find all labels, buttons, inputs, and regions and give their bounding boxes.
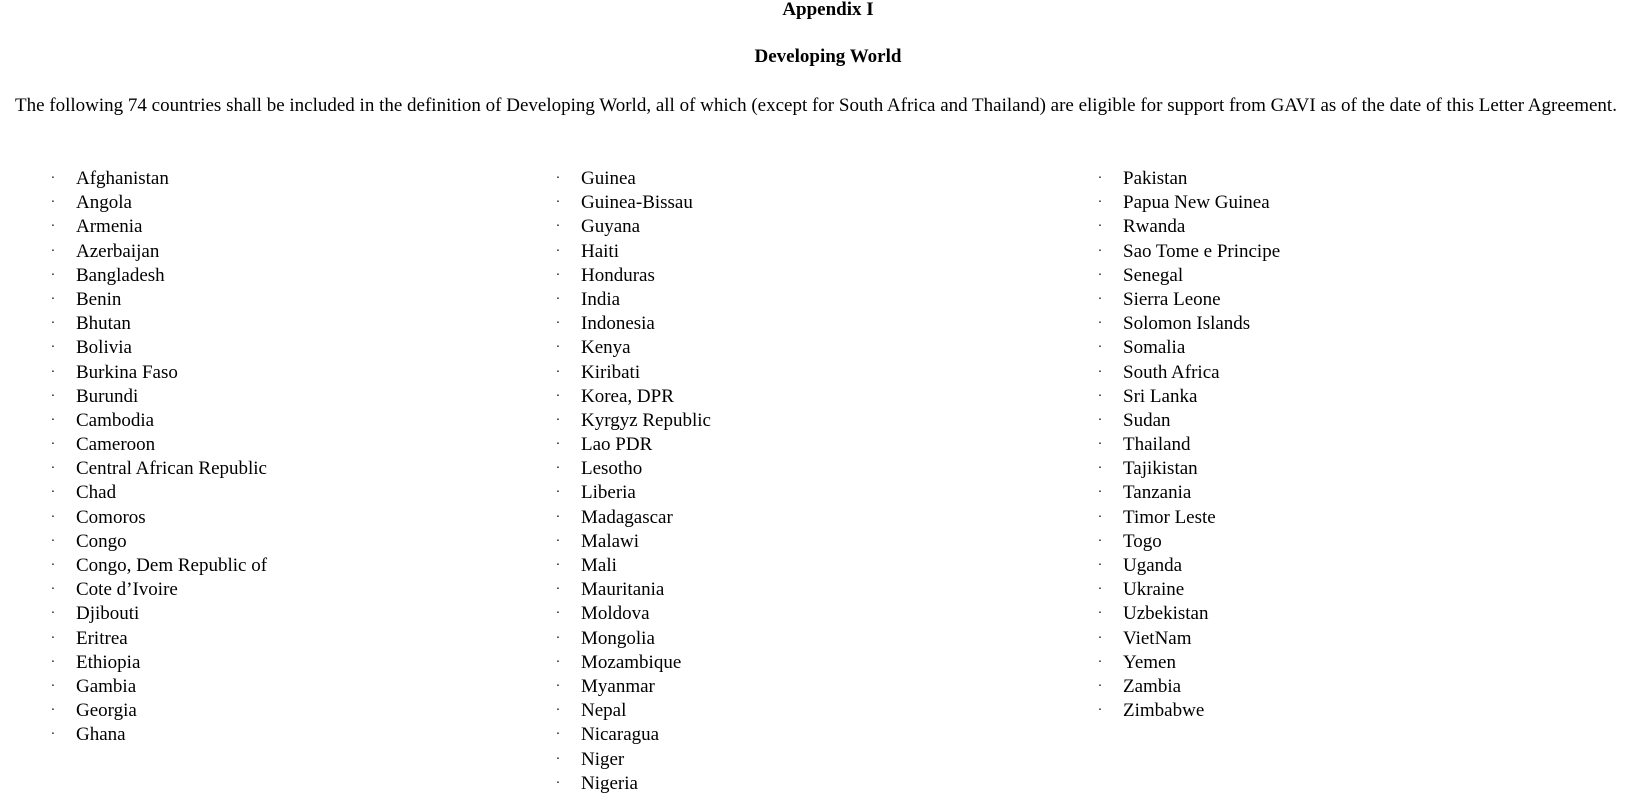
- country-list-item: [48, 578, 267, 602]
- bullet-icon: ·: [555, 775, 561, 791]
- country-list-item: [1095, 288, 1280, 312]
- country-list-item: [553, 167, 711, 191]
- country-name: Lao PDR: [581, 434, 653, 456]
- bullet-icon: ·: [50, 267, 56, 283]
- bullet-icon: ·: [555, 219, 561, 235]
- country-name: Sri Lanka: [1123, 385, 1198, 407]
- country-list-item: [1095, 457, 1280, 481]
- bullet-icon: ·: [1097, 340, 1103, 356]
- bullet-icon: ·: [555, 437, 561, 453]
- country-list-item: [553, 288, 711, 312]
- bullet-icon: ·: [555, 606, 561, 622]
- bullet-icon: ·: [1097, 582, 1103, 598]
- country-list-item: [48, 264, 267, 288]
- bullet-icon: ·: [50, 703, 56, 719]
- country-name: Georgia: [76, 700, 137, 722]
- bullet-icon: ·: [555, 509, 561, 525]
- country-list-item: [553, 409, 711, 433]
- country-list-item: [48, 602, 267, 626]
- country-list-item: [553, 481, 711, 505]
- country-list-column-2: [553, 167, 711, 796]
- bullet-icon: ·: [555, 751, 561, 767]
- bullet-icon: ·: [555, 630, 561, 646]
- country-name: Zimbabwe: [1123, 700, 1205, 722]
- country-name: Mali: [581, 555, 617, 576]
- bullet-icon: ·: [555, 703, 561, 719]
- bullet-icon: ·: [555, 340, 561, 356]
- country-list-item: [553, 554, 711, 578]
- bullet-icon: ·: [1097, 533, 1103, 549]
- country-list-item: [1095, 554, 1280, 578]
- bullet-icon: ·: [1097, 219, 1103, 235]
- country-name: Cameroon: [76, 434, 156, 456]
- bullet-icon: ·: [555, 533, 561, 549]
- country-list-item: [1095, 506, 1280, 530]
- bullet-icon: ·: [1097, 703, 1103, 719]
- bullet-icon: ·: [1097, 243, 1103, 259]
- country-list-item: [48, 167, 267, 191]
- bullet-icon: ·: [50, 654, 56, 670]
- intro-paragraph: The following 74 countries shall be included in the definition of Developing World, all of which (except for South Africa and Thailand) are eligible for support from GAVI as of the date of this Letter Agreement.: [15, 95, 1617, 116]
- country-name: Madagascar: [581, 506, 673, 528]
- country-name: Benin: [76, 288, 122, 310]
- country-name: India: [581, 288, 621, 310]
- country-name: Sudan: [1123, 409, 1171, 431]
- country-list-item: [1095, 578, 1280, 602]
- country-name: Pakistan: [1123, 168, 1188, 189]
- country-list-item: [48, 361, 267, 385]
- country-name: Bangladesh: [76, 264, 165, 286]
- country-list-item: [48, 288, 267, 312]
- country-list-item: [1095, 215, 1280, 239]
- bullet-icon: ·: [1097, 606, 1103, 622]
- country-name: Liberia: [581, 482, 636, 504]
- country-list-item: [1095, 481, 1280, 505]
- country-name: Sao Tome e Principe: [1123, 240, 1281, 262]
- country-list-item: [48, 457, 267, 481]
- country-name: Cote d’Ivoire: [76, 579, 178, 601]
- country-name: Mongolia: [581, 627, 655, 649]
- bullet-icon: ·: [1097, 412, 1103, 428]
- bullet-icon: ·: [50, 509, 56, 525]
- bullet-icon: ·: [555, 485, 561, 501]
- bullet-icon: ·: [1097, 171, 1103, 186]
- bullet-icon: ·: [555, 412, 561, 428]
- country-list-item: [48, 627, 267, 651]
- country-list-item: [48, 723, 267, 747]
- bullet-icon: ·: [555, 267, 561, 283]
- country-name: Indonesia: [581, 313, 655, 335]
- bullet-icon: ·: [50, 316, 56, 332]
- country-name: Guinea-Bissau: [581, 192, 693, 214]
- country-list-item: [553, 457, 711, 481]
- bullet-icon: ·: [1097, 437, 1103, 453]
- bullet-icon: ·: [50, 727, 56, 743]
- country-list-column-3: [1095, 167, 1280, 723]
- country-name: Tajikistan: [1123, 458, 1198, 480]
- country-list-item: [48, 240, 267, 264]
- country-name: Yemen: [1123, 651, 1176, 673]
- bullet-icon: ·: [50, 558, 56, 573]
- country-list-item: [553, 191, 711, 215]
- country-name: Eritrea: [76, 627, 128, 649]
- country-name: Thailand: [1123, 434, 1191, 456]
- bullet-icon: ·: [555, 727, 561, 743]
- country-list-item: [48, 651, 267, 675]
- country-list-item: [1095, 264, 1280, 288]
- country-name: Togo: [1123, 530, 1162, 552]
- country-name: South Africa: [1123, 361, 1220, 383]
- country-list-item: [553, 748, 711, 772]
- country-list-item: [1095, 312, 1280, 336]
- country-name: Niger: [581, 748, 625, 770]
- bullet-icon: ·: [1097, 267, 1103, 283]
- bullet-icon: ·: [555, 461, 561, 477]
- country-name: Ethiopia: [76, 651, 141, 673]
- country-name: Mozambique: [581, 651, 682, 673]
- country-list-item: [1095, 240, 1280, 264]
- bullet-icon: ·: [1097, 509, 1103, 525]
- country-name: Nigeria: [581, 772, 638, 794]
- country-name: Rwanda: [1123, 216, 1186, 238]
- country-name: Uzbekistan: [1123, 603, 1209, 625]
- bullet-icon: ·: [555, 654, 561, 670]
- country-list-item: [1095, 385, 1280, 409]
- country-name: Somalia: [1123, 337, 1186, 359]
- country-list-item: [48, 336, 267, 360]
- bullet-icon: ·: [50, 171, 56, 186]
- country-name: Congo, Dem Republic of: [76, 555, 268, 576]
- country-name: Bolivia: [76, 337, 132, 359]
- bullet-icon: ·: [1097, 654, 1103, 670]
- country-name: Honduras: [581, 264, 655, 286]
- country-name: Korea, DPR: [581, 385, 674, 407]
- bullet-icon: ·: [555, 171, 561, 186]
- country-name: Djibouti: [76, 603, 140, 625]
- country-name: Bhutan: [76, 313, 131, 335]
- country-name: Ukraine: [1123, 579, 1185, 601]
- country-list-item: [1095, 409, 1280, 433]
- country-name: Angola: [76, 192, 132, 214]
- country-name: Comoros: [76, 506, 146, 528]
- country-list-item: [553, 506, 711, 530]
- country-list-item: [1095, 699, 1280, 723]
- country-list-item: [48, 312, 267, 336]
- country-list-item: [553, 627, 711, 651]
- country-name: Senegal: [1123, 264, 1184, 286]
- country-name: Mauritania: [581, 579, 665, 601]
- bullet-icon: ·: [1097, 291, 1103, 307]
- bullet-icon: ·: [1097, 316, 1103, 332]
- bullet-icon: ·: [1097, 558, 1103, 573]
- country-name: Solomon Islands: [1123, 313, 1251, 335]
- country-name: Zambia: [1123, 675, 1182, 697]
- country-name: Ghana: [76, 724, 126, 746]
- country-name: Uganda: [1123, 555, 1183, 576]
- country-name: Moldova: [581, 603, 650, 625]
- country-list-item: [48, 530, 267, 554]
- bullet-icon: ·: [50, 533, 56, 549]
- country-list-item: [1095, 336, 1280, 360]
- bullet-icon: ·: [50, 485, 56, 501]
- bullet-icon: ·: [50, 340, 56, 356]
- section-subtitle: Developing World: [754, 46, 902, 67]
- bullet-icon: ·: [555, 243, 561, 259]
- country-list-item: [553, 675, 711, 699]
- country-list-item: [1095, 651, 1280, 675]
- bullet-icon: ·: [1097, 195, 1103, 211]
- country-list-item: [553, 336, 711, 360]
- country-name: Cambodia: [76, 409, 155, 431]
- country-list-item: [553, 699, 711, 723]
- country-list-item: [553, 264, 711, 288]
- country-name: Malawi: [581, 530, 640, 552]
- country-list-item: [48, 481, 267, 505]
- bullet-icon: ·: [555, 316, 561, 332]
- country-list-item: [1095, 433, 1280, 457]
- country-list-item: [1095, 167, 1280, 191]
- bullet-icon: ·: [1097, 485, 1103, 501]
- bullet-icon: ·: [1097, 630, 1103, 646]
- bullet-icon: ·: [50, 195, 56, 211]
- bullet-icon: ·: [555, 388, 561, 404]
- country-list-item: [553, 602, 711, 626]
- country-name: Sierra Leone: [1123, 288, 1221, 310]
- country-name: Myanmar: [581, 675, 655, 697]
- country-list-item: [553, 651, 711, 675]
- country-list-item: [48, 215, 267, 239]
- bullet-icon: ·: [50, 412, 56, 428]
- bullet-icon: ·: [50, 388, 56, 404]
- country-name: Nepal: [581, 700, 627, 722]
- bullet-icon: ·: [555, 195, 561, 211]
- bullet-icon: ·: [50, 243, 56, 259]
- bullet-icon: ·: [555, 364, 561, 380]
- bullet-icon: ·: [50, 606, 56, 622]
- bullet-icon: ·: [1097, 388, 1103, 404]
- country-name: VietNam: [1123, 627, 1192, 649]
- country-list-item: [48, 675, 267, 699]
- country-list-item: [48, 699, 267, 723]
- bullet-icon: ·: [555, 678, 561, 694]
- country-list-item: [1095, 675, 1280, 699]
- country-list-item: [48, 409, 267, 433]
- country-name: Kiribati: [581, 361, 641, 383]
- country-name: Papua New Guinea: [1123, 192, 1270, 214]
- appendix-title: Appendix I: [782, 0, 874, 20]
- country-name: Nicaragua: [581, 724, 660, 746]
- country-list-item: [553, 723, 711, 747]
- country-list-item: [553, 772, 711, 796]
- country-list-item: [48, 506, 267, 530]
- country-name: Kenya: [581, 337, 631, 359]
- bullet-icon: ·: [1097, 678, 1103, 694]
- country-name: Armenia: [76, 216, 143, 238]
- country-list-item: [553, 530, 711, 554]
- country-name: Chad: [76, 482, 117, 504]
- country-list-item: [48, 191, 267, 215]
- bullet-icon: ·: [555, 291, 561, 307]
- country-name: Congo: [76, 530, 127, 552]
- country-list-item: [553, 385, 711, 409]
- country-list-item: [553, 361, 711, 385]
- country-name: Afghanistan: [76, 168, 169, 189]
- country-name: Burkina Faso: [76, 361, 178, 383]
- bullet-icon: ·: [50, 582, 56, 598]
- bullet-icon: ·: [555, 582, 561, 598]
- country-list-item: [553, 433, 711, 457]
- bullet-icon: ·: [1097, 461, 1103, 477]
- country-list-item: [1095, 191, 1280, 215]
- bullet-icon: ·: [50, 219, 56, 235]
- country-list-item: [48, 433, 267, 457]
- country-list-item: [553, 215, 711, 239]
- bullet-icon: ·: [50, 630, 56, 646]
- country-list-item: [48, 385, 267, 409]
- country-name: Central African Republic: [76, 458, 267, 480]
- bullet-icon: ·: [50, 291, 56, 307]
- country-list-item: [1095, 361, 1280, 385]
- country-list-item: [1095, 627, 1280, 651]
- bullet-icon: ·: [50, 364, 56, 380]
- bullet-icon: ·: [50, 678, 56, 694]
- bullet-icon: ·: [1097, 364, 1103, 380]
- country-name: Timor Leste: [1123, 506, 1216, 528]
- country-name: Tanzania: [1123, 482, 1192, 504]
- country-list-item: [553, 578, 711, 602]
- bullet-icon: ·: [555, 558, 561, 573]
- bullet-icon: ·: [50, 437, 56, 453]
- country-name: Guinea: [581, 168, 636, 189]
- bullet-icon: ·: [50, 461, 56, 477]
- country-name: Azerbaijan: [76, 240, 160, 262]
- country-list-item: [1095, 602, 1280, 626]
- country-list-item: [48, 554, 267, 578]
- country-name: Haiti: [581, 240, 619, 262]
- country-name: Burundi: [76, 385, 139, 407]
- country-name: Lesotho: [581, 458, 643, 480]
- country-list-column-1: [48, 167, 267, 748]
- country-name: Kyrgyz Republic: [581, 409, 711, 431]
- country-name: Gambia: [76, 675, 137, 697]
- country-list-item: [1095, 530, 1280, 554]
- country-list-item: [553, 240, 711, 264]
- country-list-item: [553, 312, 711, 336]
- country-name: Guyana: [581, 216, 641, 238]
